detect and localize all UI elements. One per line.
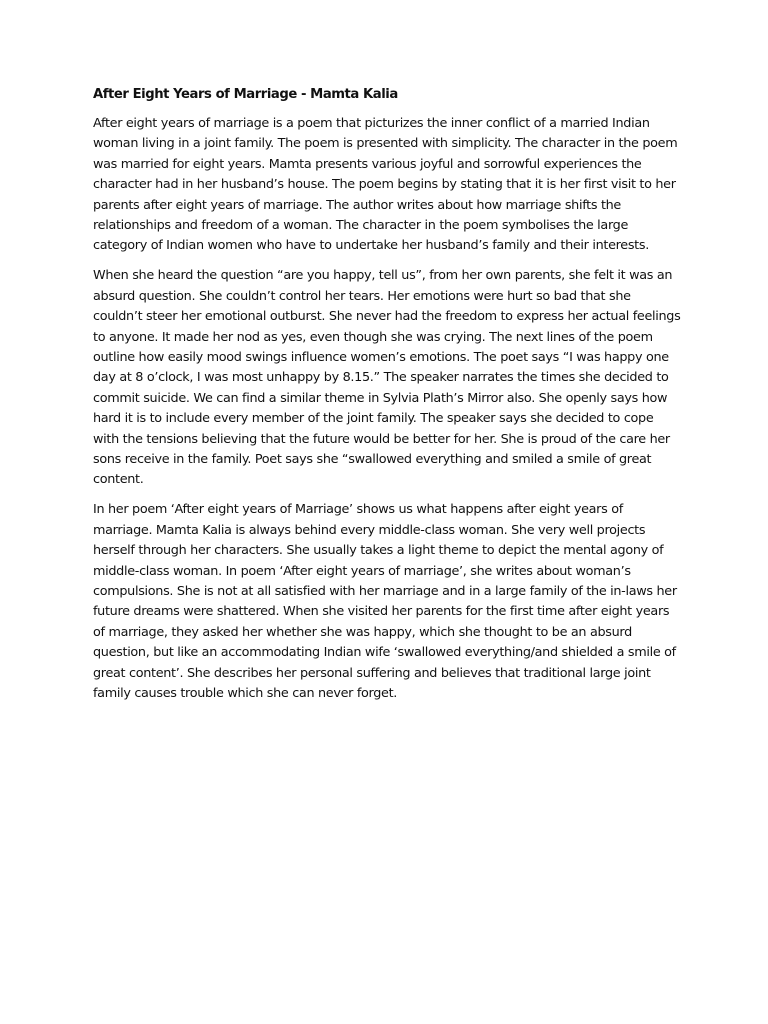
paragraph-1: After eight years of marriage is a poem that picturizes the inner conflict of a married Indian woman living in a joint family. The poem is presented with simplicity. The character in the poem was married for eight years. Mamta presents various joyful and sorrowful experiences the character had in her husband’s house. The poem begins by stating that it is her first visit to her parents after eight years of marriage. The author writes about how marriage shifts the relationships and freedom of a woman. The character in the poem symbolises the large category of Indian women who have to undertake her husband’s family and their interests. xyxy=(93,116,678,254)
document-title: After Eight Years of Marriage - Mamta Kalia xyxy=(93,87,398,102)
paragraph-3: In her poem ‘After eight years of Marriage’ shows us what happens after eight years of marriage. Mamta Kalia is always behind every middle-class woman. She very well projects herself through her characters. She usually takes a light theme to depict the mental agony of middle-class woman. In poem ‘After eight years of marriage’, she writes about woman’s compulsions. She is not at all satisfied with her marriage and in a large family of the in-laws her future dreams were shattered. When she visited her parents for the first time after eight years of marriage, they asked her whether she was happy, which she thought to be an absurd question, but like an accommodating Indian wife ‘swallowed everything/and shielded a smile of great content’. She describes her personal suffering and believes that traditional large joint family causes trouble which she can never forget. xyxy=(93,502,677,701)
paragraph-2: When she heard the question “are you happy, tell us”, from her own parents, she felt it was an absurd question. She couldn’t control her tears. Her emotions were hurt so bad that she couldn’t steer her emotional outburst. She never had the freedom to express her actual feelings to anyone. It made her nod as yes, even though she was crying. The next lines of the poem outline how easily mood swings influence women’s emotions. The poet says “I was happy one day at 8 o’clock, I was most unhappy by 8.15.” The speaker narrates the times she decided to commit suicide. We can find a similar theme in Sylvia Plath’s Mirror also. She openly says how hard it is to include every member of the joint family. The speaker says she decided to cope with the tensions believing that the future would be better for her. She is proud of the care her sons receive in the family. Poet says she “swallowed everything and smiled a smile of great content. xyxy=(93,268,681,488)
document-body xyxy=(93,85,681,714)
